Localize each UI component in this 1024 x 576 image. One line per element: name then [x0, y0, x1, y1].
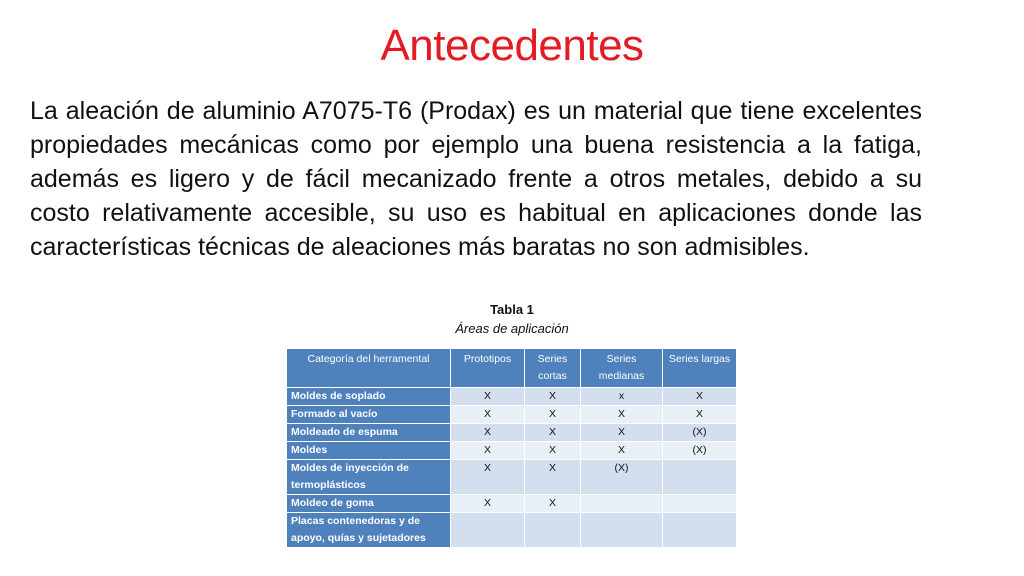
table-row	[287, 388, 737, 406]
header-category: Categoría del herramental	[287, 349, 451, 388]
table-row	[287, 495, 737, 513]
cell-short-series	[525, 513, 581, 548]
cell-short-series: X	[525, 460, 581, 495]
cell-short-series: X	[525, 442, 581, 460]
table-caption-title: Áreas de aplicación	[455, 321, 569, 336]
table-row	[287, 406, 737, 424]
cell-medium-series	[581, 513, 663, 548]
cell-medium-series: X	[581, 442, 663, 460]
header-prototypes: Prototipos	[451, 349, 525, 388]
cell-prototypes: X	[451, 460, 525, 495]
row-category: Moldes de soplado	[287, 388, 451, 406]
cell-long-series	[663, 513, 737, 548]
row-category: Moldes de inyección de termoplásticos	[287, 460, 451, 495]
table-row	[287, 460, 737, 495]
table-caption-number: Tabla 1	[490, 302, 534, 317]
cell-medium-series: X	[581, 424, 663, 442]
row-category: Moldes	[287, 442, 451, 460]
cell-short-series: X	[525, 388, 581, 406]
table-header-row	[287, 349, 737, 388]
row-category: Moldeado de espuma	[287, 424, 451, 442]
header-long-series: Series largas	[663, 349, 737, 388]
cell-long-series: X	[663, 406, 737, 424]
row-category: Moldeo de goma	[287, 495, 451, 513]
slide-title: Antecedentes	[380, 21, 644, 70]
header-short-series: Series cortas	[525, 349, 581, 388]
cell-prototypes: X	[451, 424, 525, 442]
cell-long-series	[663, 495, 737, 513]
cell-medium-series: x	[581, 388, 663, 406]
cell-short-series: X	[525, 406, 581, 424]
cell-prototypes	[451, 513, 525, 548]
cell-long-series: (X)	[663, 442, 737, 460]
cell-prototypes: X	[451, 442, 525, 460]
cell-prototypes: X	[451, 406, 525, 424]
row-category: Formado al vacío	[287, 406, 451, 424]
cell-long-series: (X)	[663, 424, 737, 442]
cell-medium-series: (X)	[581, 460, 663, 495]
cell-long-series: X	[663, 388, 737, 406]
header-medium-series: Series medianas	[581, 349, 663, 388]
cell-medium-series	[581, 495, 663, 513]
slide-paragraph: La aleación de aluminio A7075-T6 (Prodax) es un material que tiene excelentes propiedades mecánicas como por ejemplo una buena resistencia a la fatiga, además es ligero y de fácil mecanizado frente a otros metales, debido a su costo relativamente accesible, su uso es habitual en aplicaciones donde las características técnicas de aleaciones más baratas no son admisibles.	[30, 97, 922, 261]
cell-prototypes: X	[451, 495, 525, 513]
cell-medium-series: X	[581, 406, 663, 424]
cell-short-series: X	[525, 495, 581, 513]
cell-prototypes: X	[451, 388, 525, 406]
table-row	[287, 513, 737, 548]
applications-table	[286, 348, 737, 548]
table-row	[287, 442, 737, 460]
cell-short-series: X	[525, 424, 581, 442]
row-category: Placas contenedoras y de apoyo, quías y sujetadores	[287, 513, 451, 548]
cell-long-series	[663, 460, 737, 495]
table-row	[287, 424, 737, 442]
